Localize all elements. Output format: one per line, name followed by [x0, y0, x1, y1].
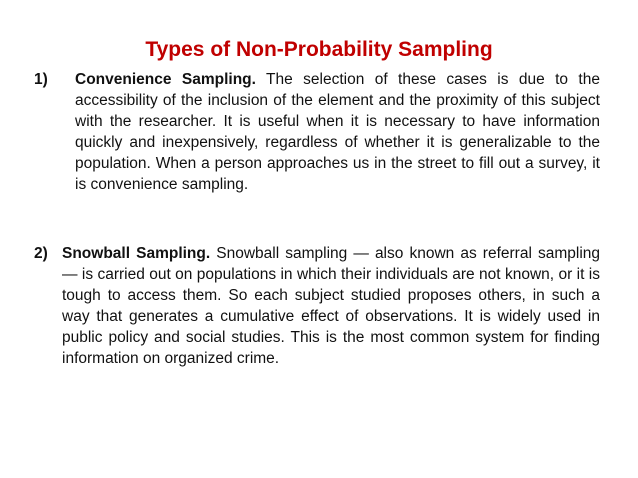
list-item-number: 2) [34, 245, 48, 262]
list-item-number: 1) [34, 71, 48, 88]
list-item-text: Snowball sampling — also known as referral sampling — is carried out on populations in which their individuals are not known, or it is tough to access them. So each subject studied proposes others, in such a way that generates a cumulative effect of observations. It is widely used in public policy and social studies. This is the most common system for finding information on organized crime. [62, 245, 600, 367]
slide-title: Types of Non-Probability Sampling [145, 38, 493, 61]
list-item-heading: Snowball Sampling. [62, 245, 211, 262]
list-item-body [75, 69, 600, 195]
list-item-body [62, 243, 600, 369]
list-item-heading: Convenience Sampling. [75, 71, 256, 88]
list-item-text: The selection of these cases is due to the accessibility of the inclusion of the element and the proximity of this subject with the researcher. It is useful when it is necessary to have information quickly and inexpensively, regardless of whether it is generalizable to the population. When a person approaches us in the street to fill out a survey, it is convenience sampling. [75, 71, 600, 193]
